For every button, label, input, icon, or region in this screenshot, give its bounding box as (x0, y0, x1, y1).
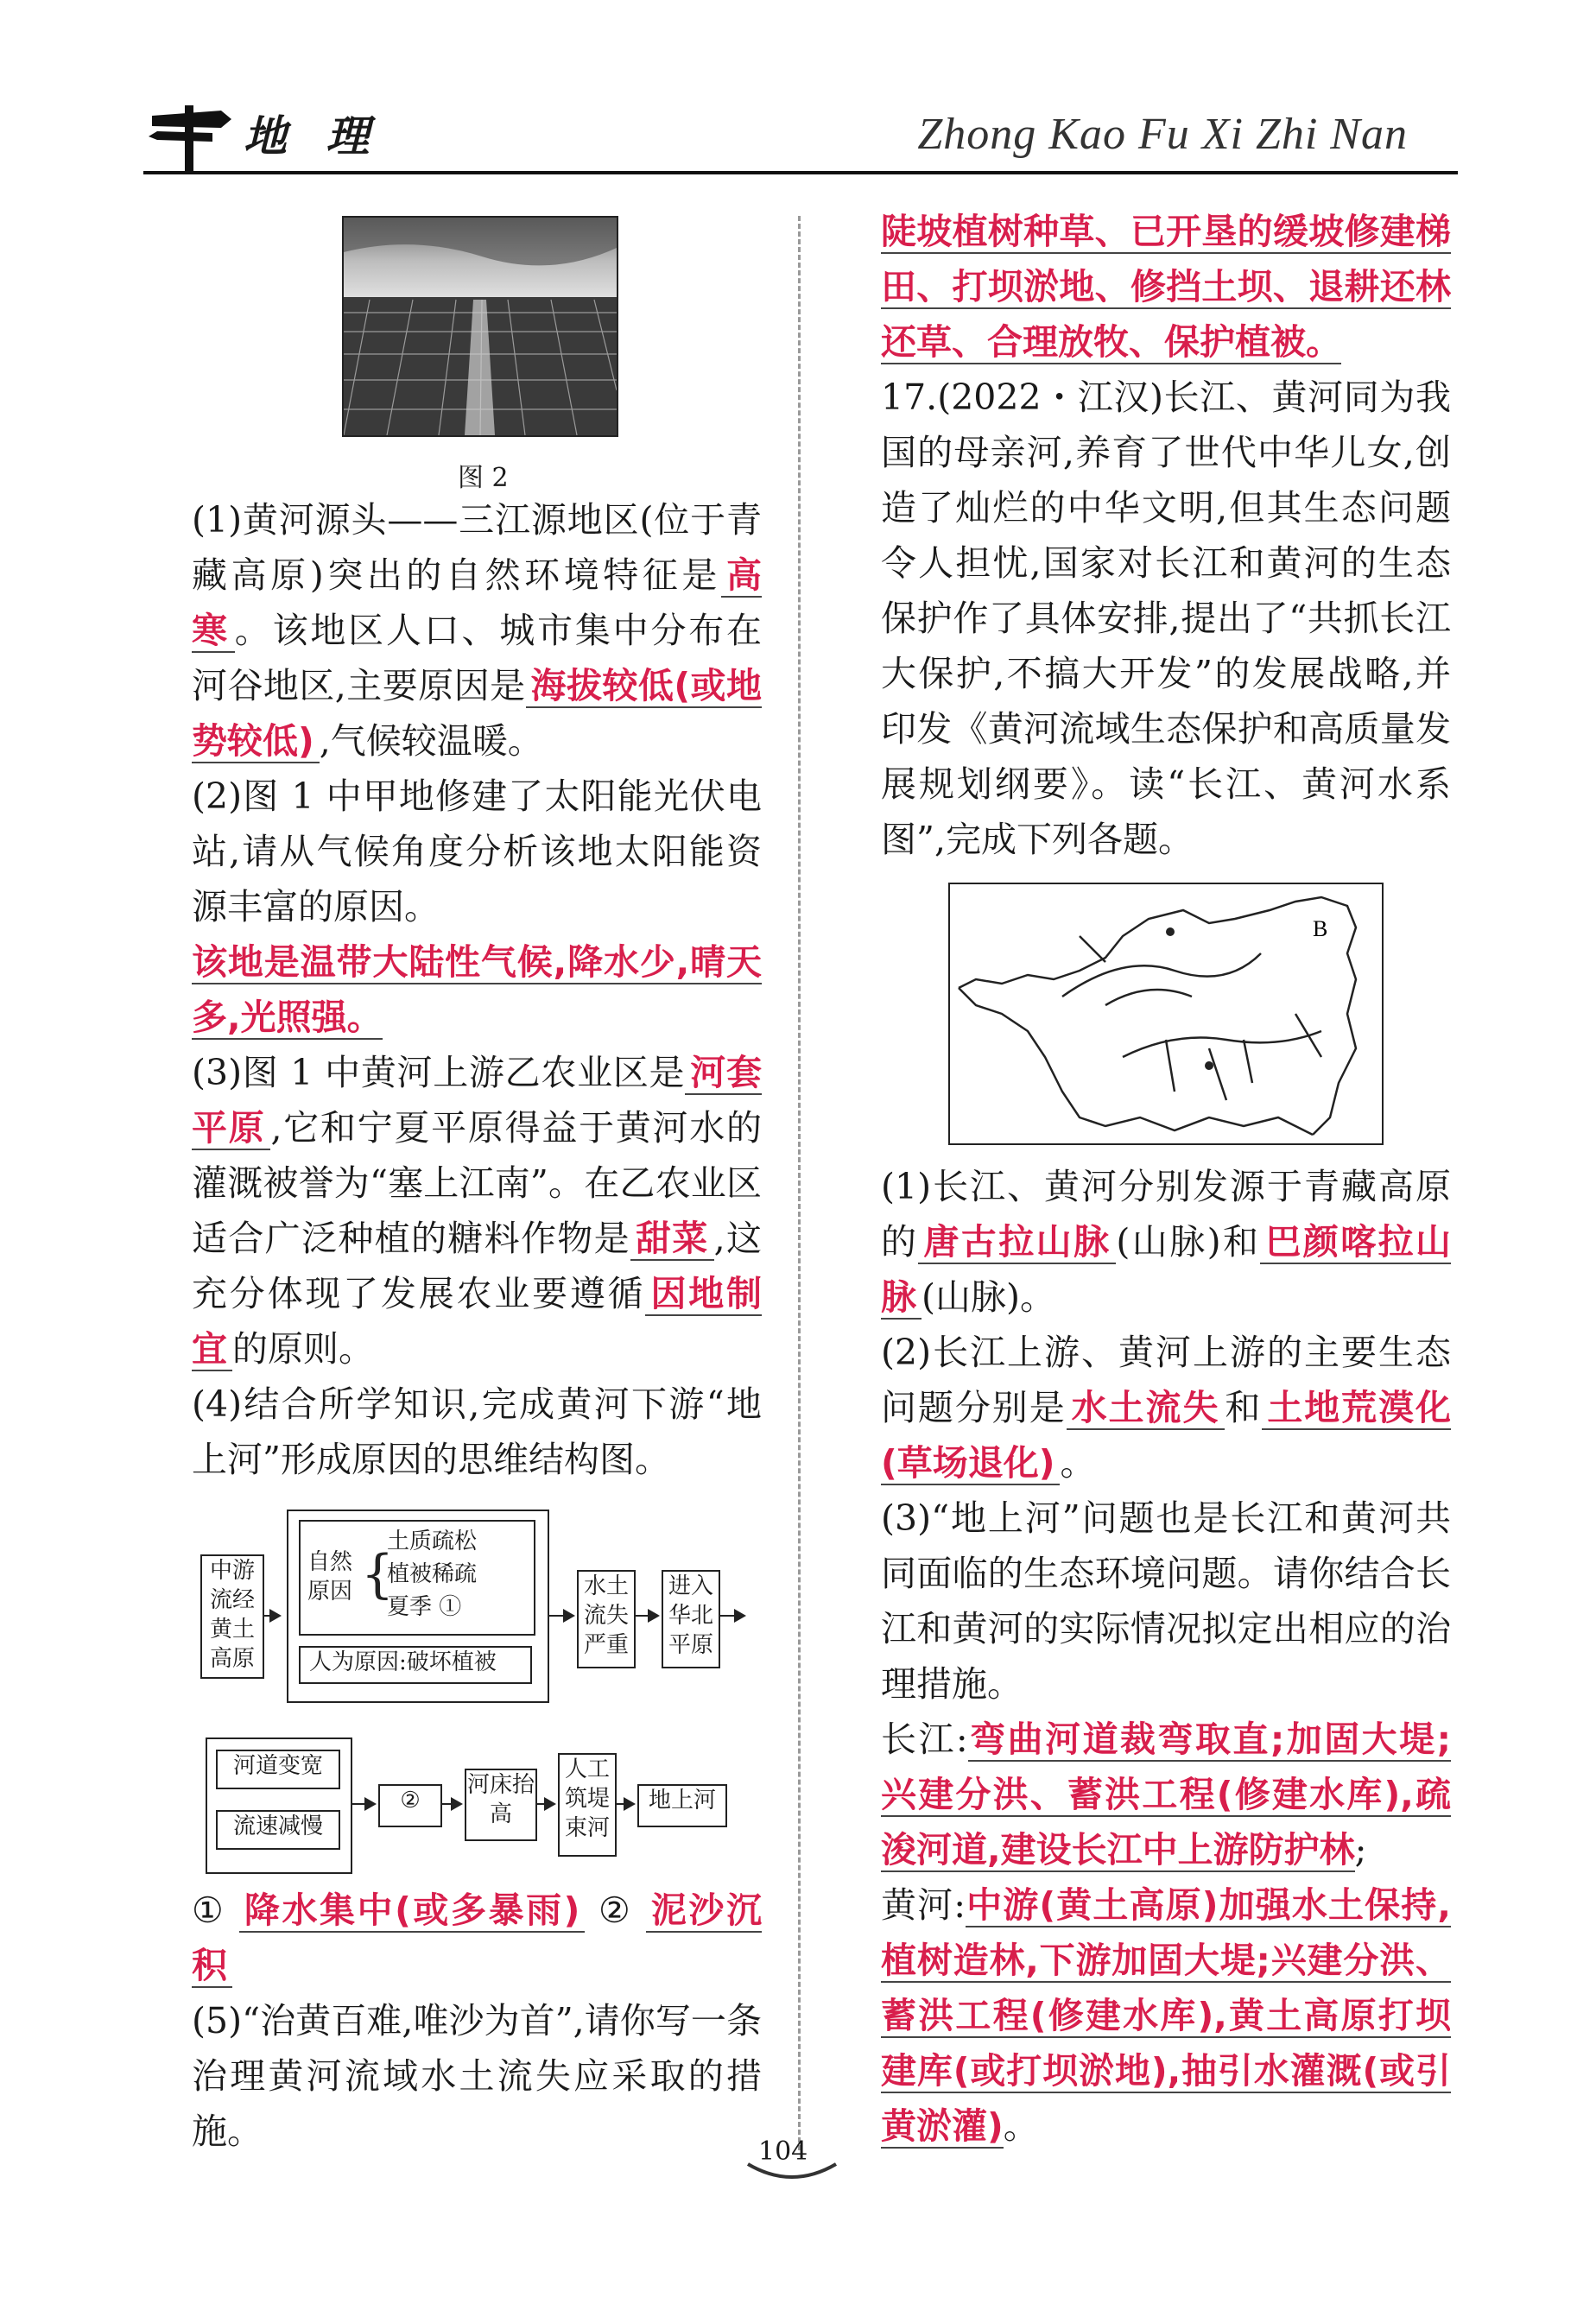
box-middle-reaches: 中游流经黄土高原 (200, 1554, 264, 1679)
answer-4: ① 降水集中(或多暴雨) ② 泥沙沉积 (192, 1889, 762, 1986)
answer-yellow-river: 黄河:中游(黄土高原)加强水土保持,植树造林,下游加固大堤;兴建分洪、蓄洪工程(修建水库),黄土高原打坝建库(或打坝淤地),抽引水灌溉(或引黄淤灌)。 (881, 1884, 1451, 2147)
answer-16-5: 陡坡植树种草、已开垦的缓坡修建梯田、打坝淤地、修挡土坝、退耕还林还草、合理放牧、保护植被。 (881, 211, 1451, 363)
box-suspended-river: 地上河 (637, 1784, 727, 1827)
label-natural: 自然原因 (307, 1549, 353, 1605)
cause-flowchart (192, 1510, 779, 1881)
question-17-intro: 17.(2022・江汉)长江、黄河同为我国的母亲河,养育了世代中华儿女,创造了灿烂的中华文明,但其生态问题令人担忧,国家对长江和黄河的生态保护作了具体安排,提出了“共抓长江大保护,不搞大开发”的发展战略,并印发《黄河流域生态保护和高质量发展规划纲要》。读“长江、黄河水系图”,完成下列各题。 (881, 377, 1451, 860)
map-label-b: B (1313, 916, 1328, 941)
answer-tanggula: 唐古拉山脉 (918, 1221, 1116, 1264)
header-rule (143, 171, 1458, 174)
river-system-map (948, 883, 1384, 1145)
solar-farm-photo (342, 216, 618, 437)
right-column (881, 204, 1451, 867)
question-17-3: (3)“地上河”问题也是长江和黄河共同面临的生态环境问题。请你结合长江和黄河的实际情况拟定出相应的治理措施。 (881, 1497, 1451, 1705)
series-title: Zhong Kao Fu Xi Zhi Nan (917, 110, 1408, 159)
answer-yangtze: 长江:弯曲河道裁弯取直;加固大堤;兴建分洪、蓄洪工程(修建水库),疏浚河道,建设长江中上游防护林; (881, 1719, 1451, 1870)
box-enter-plain: 进入华北平原 (662, 1570, 720, 1668)
arrow (263, 1615, 280, 1617)
question-17-1: (1)长江、黄河分别发源于青藏高原的 唐古拉山脉 (山脉)和 巴颜喀拉山脉 (山脉)。 (881, 1166, 1452, 1318)
arrow (634, 1615, 658, 1617)
answer-2: 该地是温带大陆性气候,降水少,晴天多,光照强。 (192, 941, 762, 1038)
column-divider (798, 216, 801, 2150)
answer-high-cold: 高寒 (192, 554, 762, 651)
answer-sugar-beet: 甜菜 (630, 1218, 714, 1261)
signpost-logo-icon (145, 97, 240, 174)
brace-icon: { (361, 1544, 395, 1605)
question-5: (5)“治黄百难,唯沙为首”,请你写一条治理黄河流域水土流失应采取的措施。 (192, 2000, 762, 2152)
answer-hetao-plain: 河套平原 (192, 1052, 762, 1149)
box-step2: ② (378, 1784, 442, 1827)
page-number: 104 (758, 2136, 808, 2167)
left-column-bottom (192, 1883, 762, 2159)
answer-concentrated-rain: 降水集中(或多暴雨) (239, 1889, 585, 1933)
question-3: (3)图 1 中黄河上游乙农业区是 河套平原 ,它和宁夏平原得益于黄河水的灌溉被誉为“塞上江南”。在乙农业区适合广泛种植的糖料作物是 甜菜 ,这充分体现了发展农业要遵循 因地制宜 的原则。 (192, 1052, 763, 1370)
arrow (351, 1803, 375, 1805)
page-swoosh-icon (744, 2155, 839, 2181)
question-4: (4)结合所学知识,完成黄河下游“地上河”形成原因的思维结构图。 (192, 1383, 762, 1480)
answer-bayankala: 巴颜喀拉山脉 (881, 1221, 1452, 1318)
question-17-2: (2)长江上游、黄河上游的主要生态问题分别是 水土流失 和 土地荒漠化(草场退化) 。 (881, 1332, 1452, 1484)
left-column (192, 492, 762, 1487)
answer-desertification: 土地荒漠化(草场退化) (881, 1387, 1452, 1484)
right-column-bottom (881, 1159, 1451, 2154)
subject-title: 地 理 (244, 111, 382, 161)
arrow (535, 1803, 554, 1805)
question-2: (2)图 1 中甲地修建了太阳能光伏电站,请从气候角度分析该地太阳能资源丰富的原因。 (192, 775, 762, 927)
question-1: (1)黄河源头——三江源地区(位于青藏高原)突出的自然环境特征是 高寒 。该地区人口、城市集中分布在河谷地区,主要原因是 海拔较低(或地势较低) ,气候较温暖。 (192, 499, 763, 762)
box-natural-causes: 自然原因 { 土质疏松 植被稀疏 夏季 ① (299, 1520, 535, 1636)
arrow (719, 1615, 744, 1617)
arrow (615, 1803, 634, 1805)
box-riverbed-rise: 河床抬高 (465, 1769, 537, 1841)
answer-sediment: 泥沙沉积 (192, 1889, 762, 1986)
answer-low-altitude: 海拔较低(或地势较低) (192, 665, 762, 762)
box-artificial-dike: 人工筑堤束河 (558, 1753, 617, 1857)
box-soil-erosion: 水土流失严重 (577, 1570, 636, 1668)
box-river-widen: 河道变宽 (216, 1750, 340, 1789)
figure2-caption: 图 2 (458, 463, 509, 493)
arrow (440, 1803, 461, 1805)
answer-local-conditions: 因地制宜 (192, 1273, 763, 1370)
arrow (548, 1615, 573, 1617)
box-human-causes: 人为原因:破坏植被 (299, 1646, 532, 1684)
answer-soil-erosion: 水土流失 (1067, 1387, 1226, 1430)
box-flow-slow: 流速减慢 (216, 1810, 340, 1850)
